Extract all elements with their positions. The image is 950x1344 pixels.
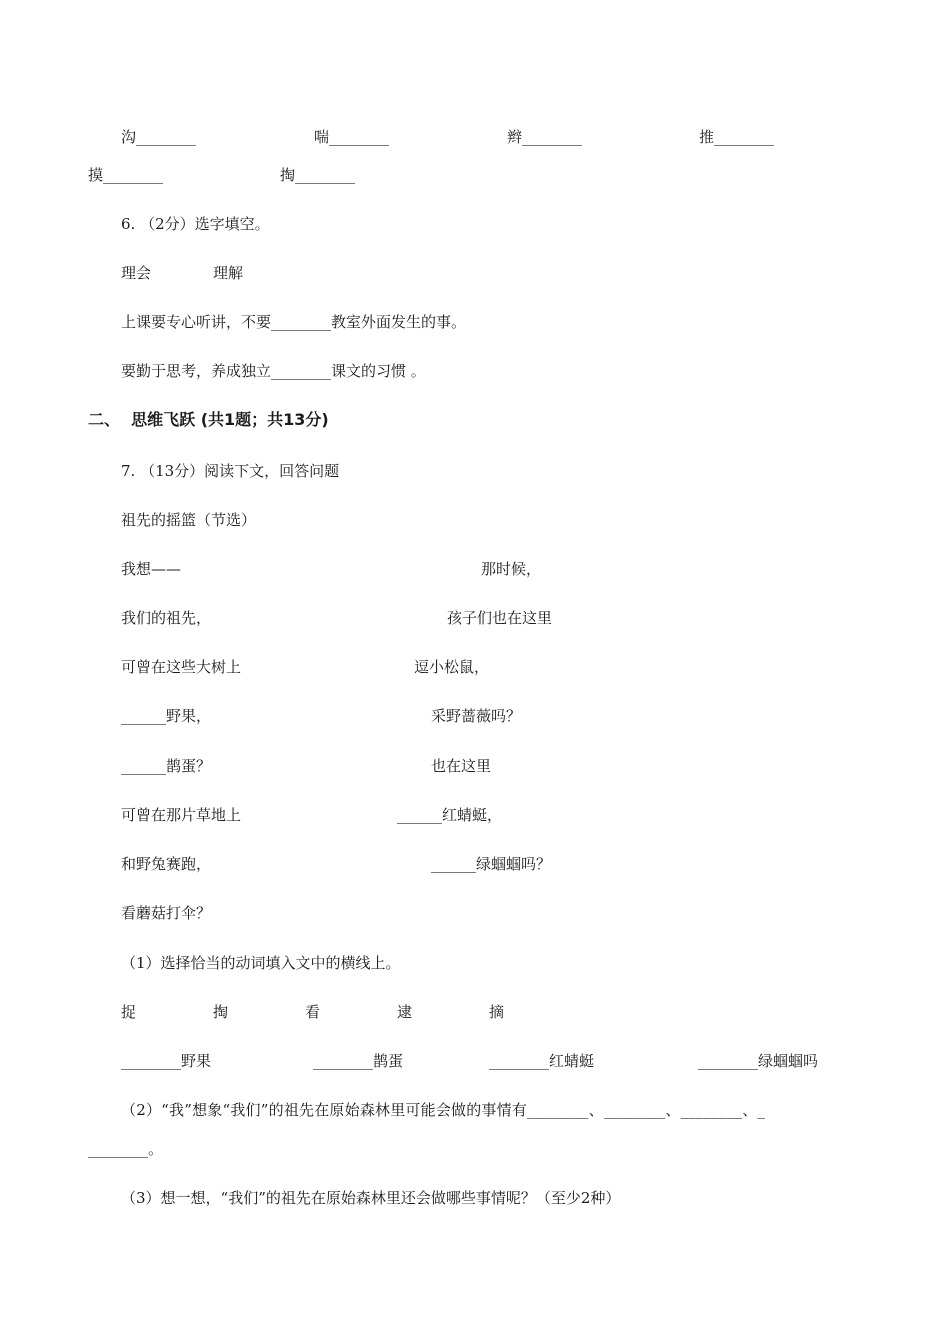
sub-question-continuation: ________。 (88, 1140, 164, 1158)
poem-line: 孩子们也在这里 (447, 609, 553, 627)
poem-line: 看蘑菇打伞？ (121, 904, 212, 922)
verb-option: 逮 (397, 1003, 413, 1021)
poem-line: ______鹊蛋？ (121, 757, 212, 775)
poem-line: 采野蔷薇吗？ (431, 707, 522, 725)
fill-blank-item: 喘________ (314, 128, 390, 146)
section-heading: 二、 思维飞跃 (共1题；共13分) (88, 410, 329, 429)
sub-question: （3）想一想，“我们”的祖先在原始森林里还会做哪些事情呢？（至少2种） (121, 1189, 621, 1207)
sub-question: （2）“我”想象“我们”的祖先在原始森林里可能会做的事情有________、________、________、_ (121, 1101, 766, 1119)
fill-blank-item: ________鹊蛋 (313, 1052, 404, 1070)
fill-blank-item: ________红蜻蜓 (489, 1052, 595, 1070)
poem-line: ______绿蝈蝈吗？ (431, 855, 552, 873)
verb-option: 掏 (213, 1003, 229, 1021)
sub-question: （1）选择恰当的动词填入文中的横线上。 (121, 954, 401, 972)
fill-blank-item: ________绿蝈蝈吗 (698, 1052, 819, 1070)
fill-blank-item: 沟________ (121, 128, 197, 146)
poem-title: 祖先的摇篮（节选） (121, 511, 257, 529)
poem-line: 和野兔赛跑， (121, 855, 212, 873)
question-title: 7. （13分）阅读下文，回答问题 (121, 462, 340, 480)
fill-blank-item: 推________ (699, 128, 775, 146)
poem-line: ______野果， (121, 707, 212, 725)
poem-line: 可曾在那片草地上 (121, 806, 242, 824)
poem-line: 可曾在这些大树上 (121, 658, 242, 676)
fill-blank-item: ________野果 (121, 1052, 212, 1070)
fill-blank-item: 掏________ (280, 166, 356, 184)
poem-line: 也在这里 (431, 757, 492, 775)
fill-blank-item: 辫________ (507, 128, 583, 146)
poem-line: 那时候， (481, 560, 542, 578)
question-sentence: 要勤于思考，养成独立________课文的习惯 。 (121, 362, 426, 380)
poem-line: 我们的祖先， (121, 609, 212, 627)
word-option: 理解 (213, 264, 244, 282)
verb-option: 捉 (121, 1003, 137, 1021)
fill-blank-item: 摸________ (88, 166, 164, 184)
poem-line: 逗小松鼠， (414, 658, 490, 676)
verb-option: 看 (305, 1003, 321, 1021)
question-title: 6. （2分）选字填空。 (121, 215, 270, 233)
verb-option: 摘 (489, 1003, 505, 1021)
poem-line: 我想—— (121, 560, 182, 578)
word-option: 理会 (121, 264, 152, 282)
poem-line: ______红蜻蜓， (397, 806, 503, 824)
question-sentence: 上课要专心听讲，不要________教室外面发生的事。 (121, 313, 467, 331)
